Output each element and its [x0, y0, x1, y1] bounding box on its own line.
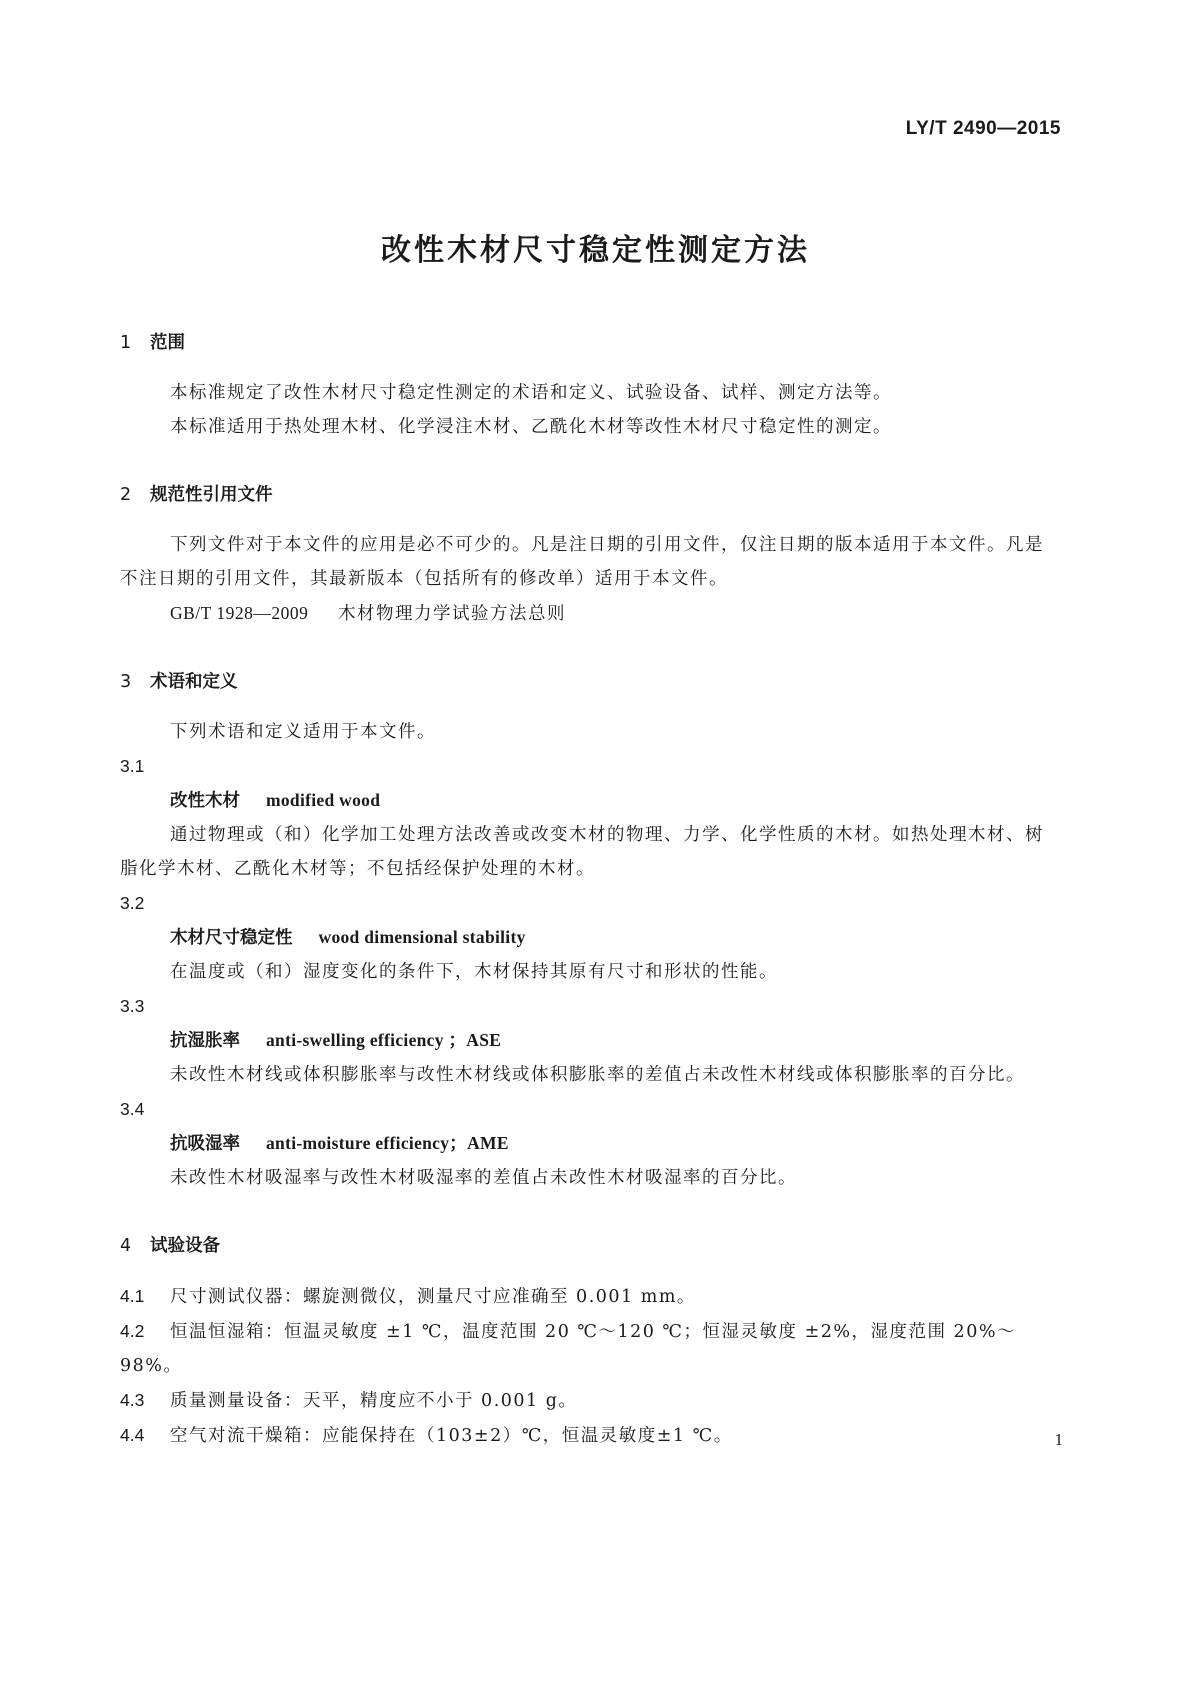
document-body [120, 328, 1057, 1453]
term-zh: 改性木材 [170, 791, 240, 811]
section-title: 规范性引用文件 [150, 485, 273, 505]
section-title: 术语和定义 [150, 672, 238, 692]
term-number: 3.3 [120, 996, 145, 1016]
page-number: 1 [1054, 1430, 1063, 1449]
term-en: modified wood [266, 790, 381, 810]
term-definition: 通过物理或（和）化学加工处理方法改善或改变木材的物理、力学、化学性质的木材。如热处理木材、树脂化学木材、乙酰化木材等；不包括经保护处理的木材。 [120, 825, 1044, 879]
term-definition: 未改性木材线或体积膨胀率与改性木材线或体积膨胀率的差值占未改性木材线或体积膨胀率的百分比。 [170, 1065, 1025, 1085]
term-zh: 木材尺寸稳定性 [170, 928, 293, 948]
item-number: 4.1 [120, 1286, 145, 1306]
reference-title: 木材物理力学试验方法总则 [338, 604, 566, 624]
term-definition: 在温度或（和）湿度变化的条件下，木材保持其原有尺寸和形状的性能。 [170, 962, 778, 982]
term-en: wood dimensional stability [318, 927, 526, 947]
item-text: 空气对流干燥箱：应能保持在（103±2）℃，恒温灵敏度±1 ℃。 [170, 1426, 733, 1446]
term-number: 3.1 [120, 756, 145, 776]
section-heading-normative-references [120, 480, 1057, 510]
standard-number: LY/T 2490—2015 [905, 118, 1061, 139]
equipment-item [120, 1383, 1057, 1418]
term-number: 3.4 [120, 1099, 145, 1119]
section-heading-equipment [120, 1231, 1057, 1261]
term-heading [120, 1023, 1057, 1058]
reference-code: GB/T 1928—2009 [170, 603, 309, 623]
term-number: 3.2 [120, 893, 145, 913]
equipment-item [120, 1279, 1057, 1314]
term-en: anti-moisture efficiency；AME [266, 1133, 509, 1153]
paragraph: 本标准适用于热处理木材、化学浸注木材、乙酰化木材等改性木材尺寸稳定性的测定。 [170, 417, 892, 437]
paragraph: 下列文件对于本文件的应用是必不可少的。凡是注日期的引用文件，仅注日期的版本适用于本文件。凡是不注日期的引用文件，其最新版本（包括所有的修改单）适用于本文件。 [120, 535, 1044, 589]
item-number: 4.3 [120, 1390, 145, 1410]
item-text: 恒温恒湿箱：恒温灵敏度 ±1 ℃，温度范围 20 ℃～120 ℃；恒湿灵敏度 ±2%，湿度范围 20%～98%。 [120, 1322, 1016, 1376]
section-heading-scope [120, 328, 1057, 358]
paragraph: 本标准规定了改性木材尺寸稳定性测定的术语和定义、试验设备、试样、测定方法等。 [170, 383, 892, 403]
item-number: 4.2 [120, 1321, 145, 1341]
reference-entry [120, 596, 1057, 631]
section-heading-terms [120, 667, 1057, 697]
item-text: 质量测量设备：天平，精度应不小于 0.001 g。 [170, 1391, 578, 1411]
section-number: 2 [120, 485, 132, 505]
document-title: 改性木材尺寸稳定性测定方法 [381, 233, 810, 268]
item-text: 尺寸测试仪器：螺旋测微仪，测量尺寸应准确至 0.001 mm。 [170, 1287, 696, 1307]
term-zh: 抗湿胀率 [170, 1031, 240, 1051]
term-heading [120, 783, 1057, 818]
term-zh: 抗吸湿率 [170, 1134, 240, 1154]
term-heading [120, 1126, 1057, 1161]
section-title: 范围 [150, 333, 185, 353]
term-definition: 未改性木材吸湿率与改性木材吸湿率的差值占未改性木材吸湿率的百分比。 [170, 1168, 797, 1188]
section-number: 1 [120, 333, 132, 353]
item-number: 4.4 [120, 1425, 145, 1445]
equipment-item [120, 1314, 1057, 1383]
equipment-item [120, 1418, 1057, 1453]
section-number: 4 [120, 1236, 132, 1256]
section-number: 3 [120, 672, 132, 692]
term-heading [120, 920, 1057, 955]
term-en: anti-swelling efficiency ；ASE [266, 1030, 502, 1050]
section-title: 试验设备 [150, 1236, 220, 1256]
paragraph: 下列术语和定义适用于本文件。 [170, 722, 436, 742]
